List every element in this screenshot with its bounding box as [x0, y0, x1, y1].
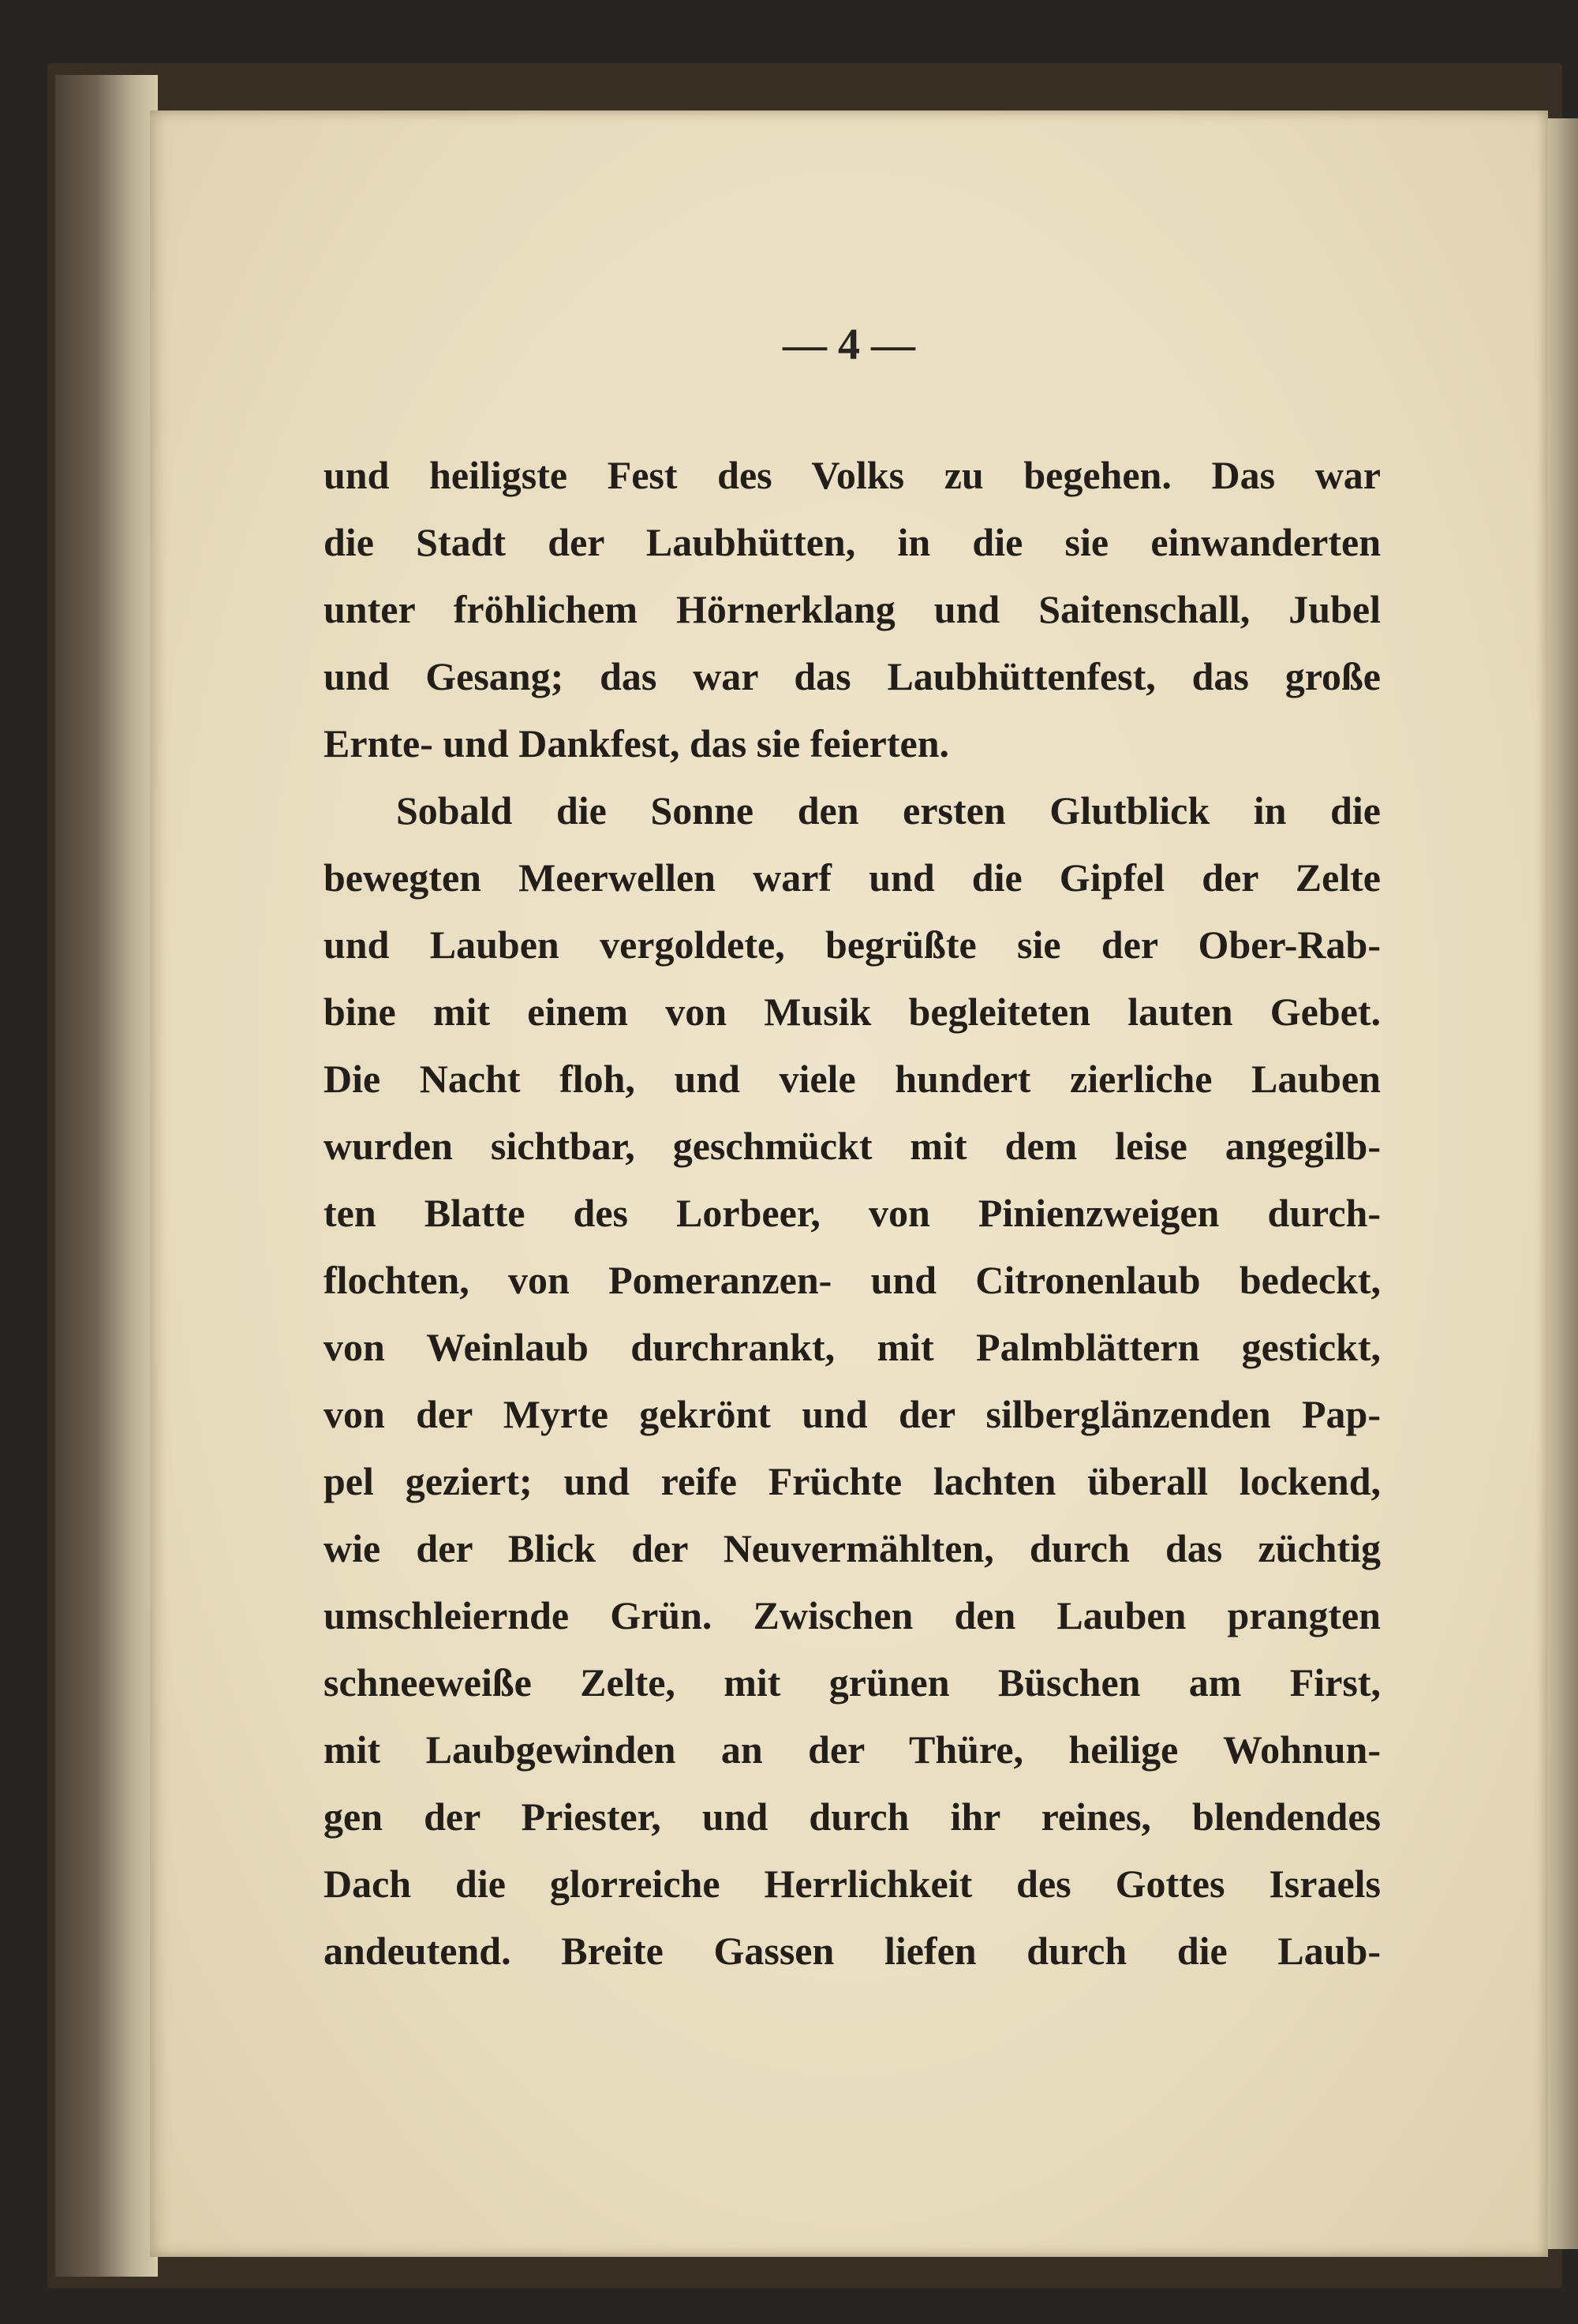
text-line: von der Myrte gekrönt und der silberglänzenden Pap- [323, 1392, 1381, 1436]
text-line: und heiligste Fest des Volks zu begehen. Das war [323, 453, 1381, 497]
text-line: schneeweiße Zelte, mit grünen Büschen am First, [323, 1660, 1381, 1705]
text-line: Dach die glorreiche Herrlichkeit des Gottes Israels [323, 1862, 1381, 1906]
text-line: umschleiernde Grün. Zwischen den Lauben prangten [323, 1593, 1381, 1637]
body-text [323, 442, 1381, 1985]
text-line: andeutend. Breite Gassen liefen durch die Laub- [323, 1929, 1381, 1973]
text-line: Die Nacht floh, und viele hundert zierliche Lauben [323, 1057, 1381, 1101]
text-line: und Lauben vergoldete, begrüßte sie der Ober-Rab- [323, 922, 1381, 967]
text-line: flochten, von Pomeranzen- und Citronenlaub bedeckt, [323, 1258, 1381, 1302]
text-line: unter fröhlichem Hörnerklang und Saitenschall, Jubel [323, 587, 1381, 631]
text-line: wurden sichtbar, geschmückt mit dem leise angegilb- [323, 1124, 1381, 1168]
text-line: bine mit einem von Musik begleiteten lauten Gebet. [323, 990, 1381, 1034]
text-line: Sobald die Sonne den ersten Glutblick in die [396, 788, 1381, 833]
text-line: gen der Priester, und durch ihr reines, blendendes [323, 1794, 1381, 1839]
text-line: wie der Blick der Neuvermählten, durch das züchtig [323, 1526, 1381, 1570]
text-line: von Weinlaub durchrankt, mit Palmblättern gestickt, [323, 1325, 1381, 1369]
text-line: Ernte- und Dankfest, das sie feierten. [323, 721, 950, 765]
text-line: ten Blatte des Lorbeer, von Pinienzweigen durch- [323, 1191, 1381, 1235]
text-line: pel geziert; und reife Früchte lachten überall lockend, [323, 1459, 1381, 1503]
text-line: mit Laubgewinden an der Thüre, heilige Wohnun- [323, 1727, 1381, 1772]
facing-page-edge [1548, 118, 1578, 2249]
text-line: bewegten Meerwellen warf und die Gipfel der Zelte [323, 855, 1381, 900]
book-binding [55, 75, 158, 2277]
page-number: — 4 — [783, 320, 915, 369]
text-line: und Gesang; das war das Laubhüttenfest, das große [323, 654, 1381, 698]
text-line: die Stadt der Laubhütten, in die sie einwanderten [323, 520, 1381, 564]
